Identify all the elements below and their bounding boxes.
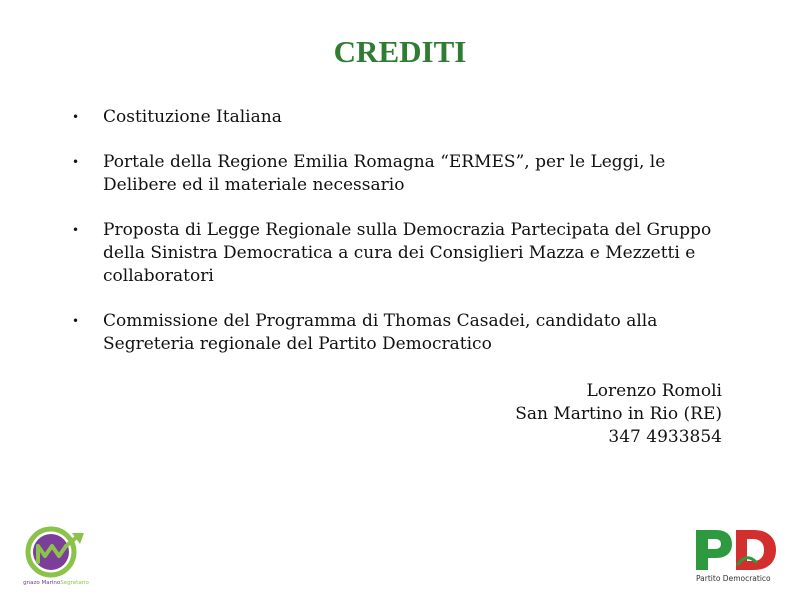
signature-name: Lorenzo Romoli	[586, 381, 722, 401]
pd-logo-caption: Partito Democratico	[696, 574, 771, 583]
list-item	[72, 219, 722, 288]
list-item-text: Costituzione Italiana	[103, 107, 282, 127]
pd-logo	[694, 526, 780, 588]
credits-list	[72, 106, 722, 378]
marino-logo-icon	[14, 524, 98, 580]
list-item-text: Commissione del Programma di Thomas Casadei, candidato alla Segreteria regionale del Partito Democratico	[103, 311, 658, 354]
page-title: CREDITI	[333, 34, 467, 69]
pd-logo-icon	[694, 526, 780, 574]
bullet-icon: •	[72, 110, 80, 124]
signature-block	[515, 380, 722, 449]
list-item-text: Portale della Regione Emilia Romagna “ERMES”, per le Leggi, le Delibere ed il materiale necessario	[103, 152, 666, 195]
signature-location: San Martino in Rio (RE)	[515, 404, 722, 424]
list-item-text: Proposta di Legge Regionale sulla Democrazia Partecipata del Gruppo della Sinistra Democratica a cura dei Consiglieri Mazza e Mezzetti e collaboratori	[103, 220, 712, 286]
list-item	[72, 310, 722, 356]
marino-logo-caption: gnazo MarinoSegretario	[23, 580, 89, 586]
bullet-icon: •	[72, 314, 80, 328]
marino-logo	[14, 524, 98, 590]
bullet-icon: •	[72, 223, 80, 237]
signature-phone: 347 4933854	[608, 427, 722, 447]
list-item	[72, 106, 722, 129]
list-item	[72, 151, 722, 197]
bullet-icon: •	[72, 155, 80, 169]
